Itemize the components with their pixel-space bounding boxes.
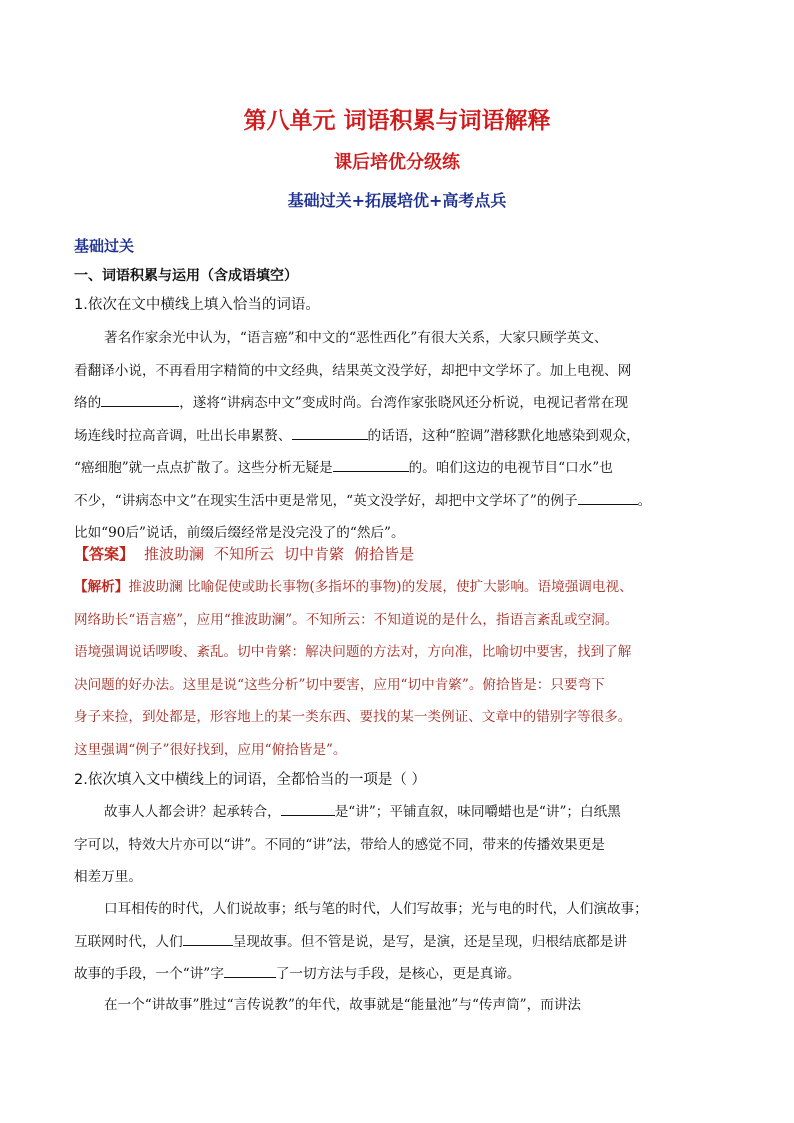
question-1-passage [74,322,734,550]
fill-blank [281,797,335,816]
page-title: 第八单元 词语积累与词语解释 [243,108,551,134]
answer-line [74,538,734,571]
explanation-block [74,571,734,766]
text-segment: 故事人人都会讲？起承转合， [104,804,281,820]
explanation-line: 决问题的好办法。这里是说“这些分析”切中要害，应用“切中肯綮”。俯拾皆是：只要弯下 [74,676,605,693]
passage-line: 看翻译小说，不再看用字精简的中文经典，结果英文没学好，却把中文学坏了。加上电视、网 [74,362,632,379]
passage-line [74,420,734,453]
fill-blank [292,421,368,440]
text-segment: “癌细胞”就一点点扩散了。这些分析无疑是 [74,460,333,476]
fill-blank [183,927,233,946]
text-segment: 互联网时代，人们 [74,933,183,950]
explanation-line [74,571,734,604]
explanation-line: 网络助长“语言癌”，应用“推波助澜”。不知所云：不知道说的是什么，指语言紊乱或空洞。 [74,611,619,628]
question-2-prompt: 2.依次填入文中横线上的词语，全都恰当的一项是（ ） [74,772,426,788]
fill-blank [101,388,179,407]
explanation-label: 【解析】 [74,579,129,595]
passage-line [74,958,734,991]
explanation-line: 语境强调说话啰唆、紊乱。切中肯綮：解决问题的方法对，方向准，比喻切中要害，找到了解 [74,644,632,660]
explanation-line: 这里强调“例子”很好找到，应用“俯拾皆是”。 [74,741,347,758]
answer-value: 切中肯綮 [284,545,345,563]
text-segment: 。 [637,492,652,509]
page-tagline: 基础过关+拓展培优+高考点兵 [287,191,507,210]
passage-line [74,387,734,420]
passage-line: 比如“90后”说话，前缀后缀经常是没完没了的“然后”。 [74,525,405,541]
text-segment: 了一切方法与手段，是核心，更是真谛。 [275,966,521,982]
question-2-passage-2 [74,893,734,991]
passage-line [74,452,734,485]
text-segment: 故事的手段，一个“讲”字 [74,966,224,982]
passage-line: 相差万里。 [74,869,142,885]
answer-block [74,538,734,571]
passage-line [74,926,734,959]
passage-line [74,796,734,829]
passage-line: 在一个“讲故事”胜过“言传说教”的年代，故事就是“能量池”与“传声筒”，而讲法 [104,997,582,1013]
fill-blank [333,453,409,472]
fill-blank [578,486,638,505]
page-subtitle: 课后培优分级练 [334,152,460,173]
answer-label: 【答案】 [74,545,135,563]
text-segment: 呈现故事。但不管是说，是写，是演，还是呈现，归根结底都是讲 [232,933,627,950]
passage-line: 口耳相传的时代，人们说故事；纸与笔的时代，人们写故事；光与电的时代，人们演故事； [104,901,648,917]
text-segment: 的话语，这种“腔调”潜移默化地感染到观众， [367,427,640,444]
text-segment: 不少，“讲病态中文”在现实生活中更是常见，“英文没学好，却把中文学坏了”的例子 [74,492,578,509]
section-heading: 基础过关 [74,237,135,255]
text-segment: 场连线时拉高音调，吐出长串累赘、 [74,427,292,444]
text-segment: ，遂将“讲病态中文”变成时尚。台湾作家张晓风还分析说，电视记者常在现 [179,395,629,411]
explanation-line: 身子来捡，到处都是，形容地上的某一类东西、要找的某一类例证、文章中的错别字等很多。 [74,709,632,725]
fill-blank [224,959,276,978]
text-segment: 是“讲”；平铺直叙，味同嚼蜡也是“讲”；白纸黑 [334,804,621,820]
part-heading: 一、词语积累与运用（含成语填空） [74,268,298,284]
text-segment: 的。咱们这边的电视节目“口水”也 [408,460,613,476]
explanation-text: 推波助澜 比喻促使或助长事物(多指坏的事物)的发展，使扩大影响。语境强调电视、 [128,579,633,595]
question-1-prompt: 1.依次在文中横线上填入恰当的词语。 [74,297,320,313]
question-2-passage-1 [74,796,734,894]
passage-line: 著名作家余光中认为，“语言癌”和中文的“恶性西化”有很大关系，大家只顾学英文、 [104,330,608,346]
answer-value: 不知所云 [214,545,275,563]
passage-line [74,485,734,518]
answer-value: 推波助澜 [144,545,205,563]
answer-value: 俯拾皆是 [354,545,415,563]
passage-line: 字可以，特效大片亦可以“讲”。不同的“讲”法，带给人的感觉不同，带来的传播效果更是 [74,836,605,853]
question-2-passage-3 [74,989,734,1022]
text-segment: 络的 [74,395,102,411]
